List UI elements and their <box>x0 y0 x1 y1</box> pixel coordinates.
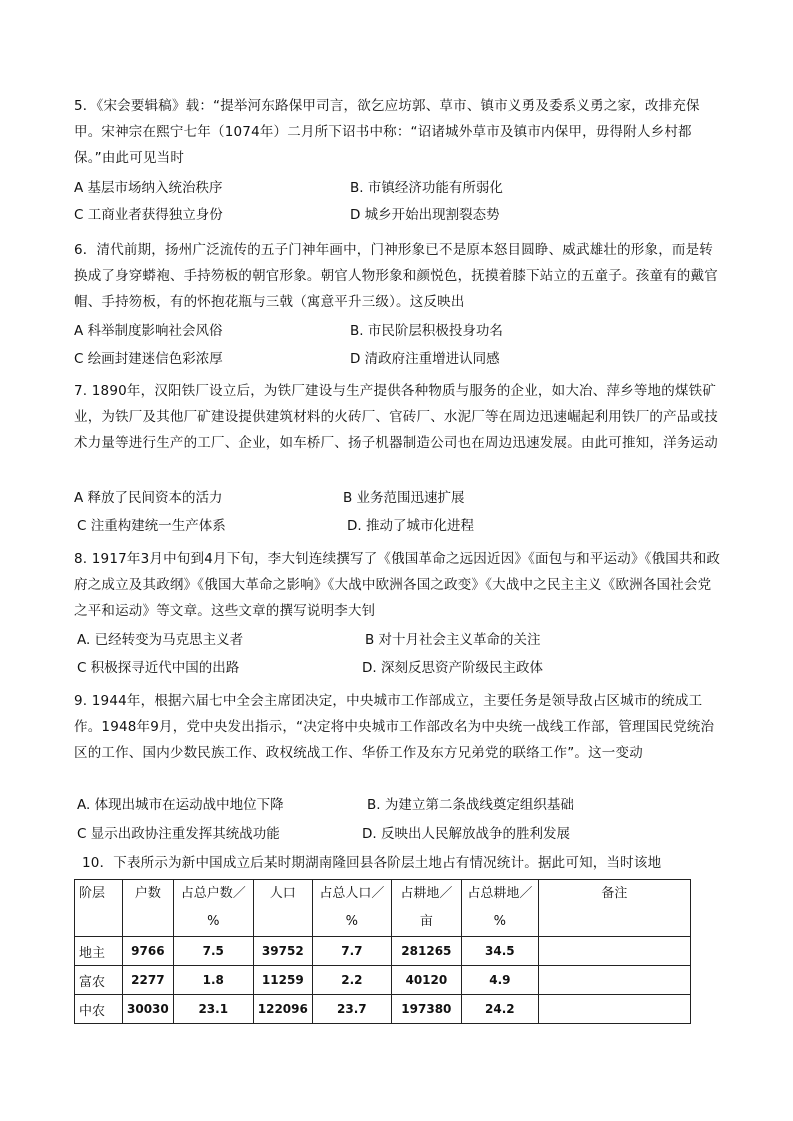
question-stem: 5．《宋会要辑稿》载：“提举河东路保甲司言，欲乞应坊郭、草市、镇市义勇及委系义勇之家，改排充保甲。宋神宗在熙宁七年（1074年）二月所下诏书中称：“诏诸城外草市及镇市内保甲，毋得附人乡村都保。”由此可见当时 <box>74 98 700 166</box>
option-c: C 积极探寻近代中国的出路 <box>77 660 240 676</box>
question-10 <box>82 850 722 876</box>
header-cell: 户数 <box>123 880 174 937</box>
option-d: D. 反映出人民解放战争的胜利发展 <box>362 826 570 842</box>
option-a: A. 体现出城市在运动战中地位下降 <box>77 797 284 813</box>
option-d: D 清政府注重增进认同感 <box>350 351 500 367</box>
table-cell: 23.7 <box>312 995 391 1024</box>
option-b: B 业务范围迅速扩展 <box>343 490 465 506</box>
table-cell: 30030 <box>123 995 174 1024</box>
table-cell: 281265 <box>391 937 461 966</box>
table-row <box>75 966 691 995</box>
table-cell: 富农 <box>75 966 123 995</box>
header-cell: 占总耕地／ % <box>461 880 538 937</box>
table-cell: 中农 <box>75 995 123 1024</box>
table-cell: 2.2 <box>312 966 391 995</box>
header-cell: 人口 <box>253 880 312 937</box>
question-stem: 6．清代前期，扬州广泛流传的五子门神年画中，门神形象已不是原本怒目圆睁、威武雄壮的形象，而是转换成了身穿蟒袍、手持笏板的朝官形象。朝官人物形象和颜悦色，抚摸着膝下站立的五童子。孩童有的戴官帽、手持笏板，有的怀抱花瓶与三戟（寓意平升三级）。这反映出 <box>74 242 718 310</box>
table-cell <box>538 995 690 1024</box>
table-row <box>75 995 691 1024</box>
table-cell: 197380 <box>391 995 461 1024</box>
header-cell: 阶层 <box>75 880 123 937</box>
question-6 <box>74 237 724 315</box>
question-stem: 8. 1917年3月中旬到4月下旬，李大钊连续撰写了《俄国革命之远因近因》《面包与和平运动》《俄国共和政府之成立及其政纲》《俄国大革命之影响》《大战中欧洲各国之政变》《大战中之民主主义《欧洲各国社会党之平和运动》等文章。这些文章的撰写说明李大钊 <box>74 551 721 619</box>
option-a: A 释放了民间资本的活力 <box>74 490 223 506</box>
question-8 <box>74 546 724 624</box>
question-5 <box>74 93 724 171</box>
table-cell: 7.7 <box>312 937 391 966</box>
question-stem: 10．下表所示为新中国成立后某时期湖南隆回县各阶层土地占有情况统计。据此可知，当时该地 <box>82 855 662 871</box>
option-a: A 基层市场纳入统治秩序 <box>74 180 223 196</box>
table-cell: 9766 <box>123 937 174 966</box>
table-header-row <box>75 880 691 937</box>
option-a: A. 已经转变为马克思主义者 <box>77 632 244 648</box>
header-cell: 备注 <box>538 880 690 937</box>
question-7 <box>74 378 724 456</box>
header-cell: 占耕地／ 亩 <box>391 880 461 937</box>
table-cell: 地主 <box>75 937 123 966</box>
option-c: C 工商业者获得独立身份 <box>74 207 223 223</box>
table-cell: 2277 <box>123 966 174 995</box>
land-statistics-table <box>74 879 691 1024</box>
table-cell: 1.8 <box>173 966 253 995</box>
table-cell: 34.5 <box>461 937 538 966</box>
table-cell: 39752 <box>253 937 312 966</box>
question-9 <box>74 688 724 766</box>
option-c: C 显示出政协注重发挥其统战功能 <box>77 826 280 842</box>
option-c: C 绘画封建迷信色彩浓厚 <box>74 351 223 367</box>
table-cell <box>538 966 690 995</box>
option-d: D 城乡开始出现割裂态势 <box>350 207 500 223</box>
option-d: D. 推动了城市化进程 <box>347 518 474 534</box>
table-cell: 24.2 <box>461 995 538 1024</box>
option-a: A 科举制度影响社会风俗 <box>74 323 223 339</box>
header-cell: 占总户数／ % <box>173 880 253 937</box>
table-cell: 40120 <box>391 966 461 995</box>
option-d: D. 深刻反思资产阶级民主政体 <box>362 660 543 676</box>
header-cell: 占总人口／ % <box>312 880 391 937</box>
table-cell: 11259 <box>253 966 312 995</box>
question-stem: 7. 1890年，汉阳铁厂设立后，为铁厂建设与生产提供各种物质与服务的企业，如大冶、萍乡等地的煤铁矿业，为铁厂及其他厂矿建设提供建筑材料的火砖厂、官砖厂、水泥厂等在周边迅速崛起利用铁厂的产品或技术力量等进行生产的工厂、企业，如车桥厂、扬子机器制造公司也在周边迅速发展。由此可推知，洋务运动 <box>74 383 718 451</box>
option-b: B. 市民阶层积极投身功名 <box>350 323 503 339</box>
table-row <box>75 937 691 966</box>
table-cell: 122096 <box>253 995 312 1024</box>
option-b: B. 为建立第二条战线奠定组织基础 <box>367 797 574 813</box>
table-cell: 7.5 <box>173 937 253 966</box>
question-stem: 9. 1944年，根据六届七中全会主席团决定，中央城市工作部成立，主要任务是领导敌占区城市的统成工作。1948年9月，党中央发出指示，“决定将中央城市工作部改名为中央统一战线工作部，管理国民党统治区的工作、国内少数民族工作、政权统战工作、华侨工作及东方兄弟党的联络工作”。这一变动 <box>74 693 715 761</box>
table-cell: 23.1 <box>173 995 253 1024</box>
table-cell <box>538 937 690 966</box>
table-cell: 4.9 <box>461 966 538 995</box>
option-b: B 对十月社会主义革命的关注 <box>365 632 541 648</box>
option-c: C 注重构建统一生产体系 <box>77 518 226 534</box>
option-b: B. 市镇经济功能有所弱化 <box>350 180 503 196</box>
